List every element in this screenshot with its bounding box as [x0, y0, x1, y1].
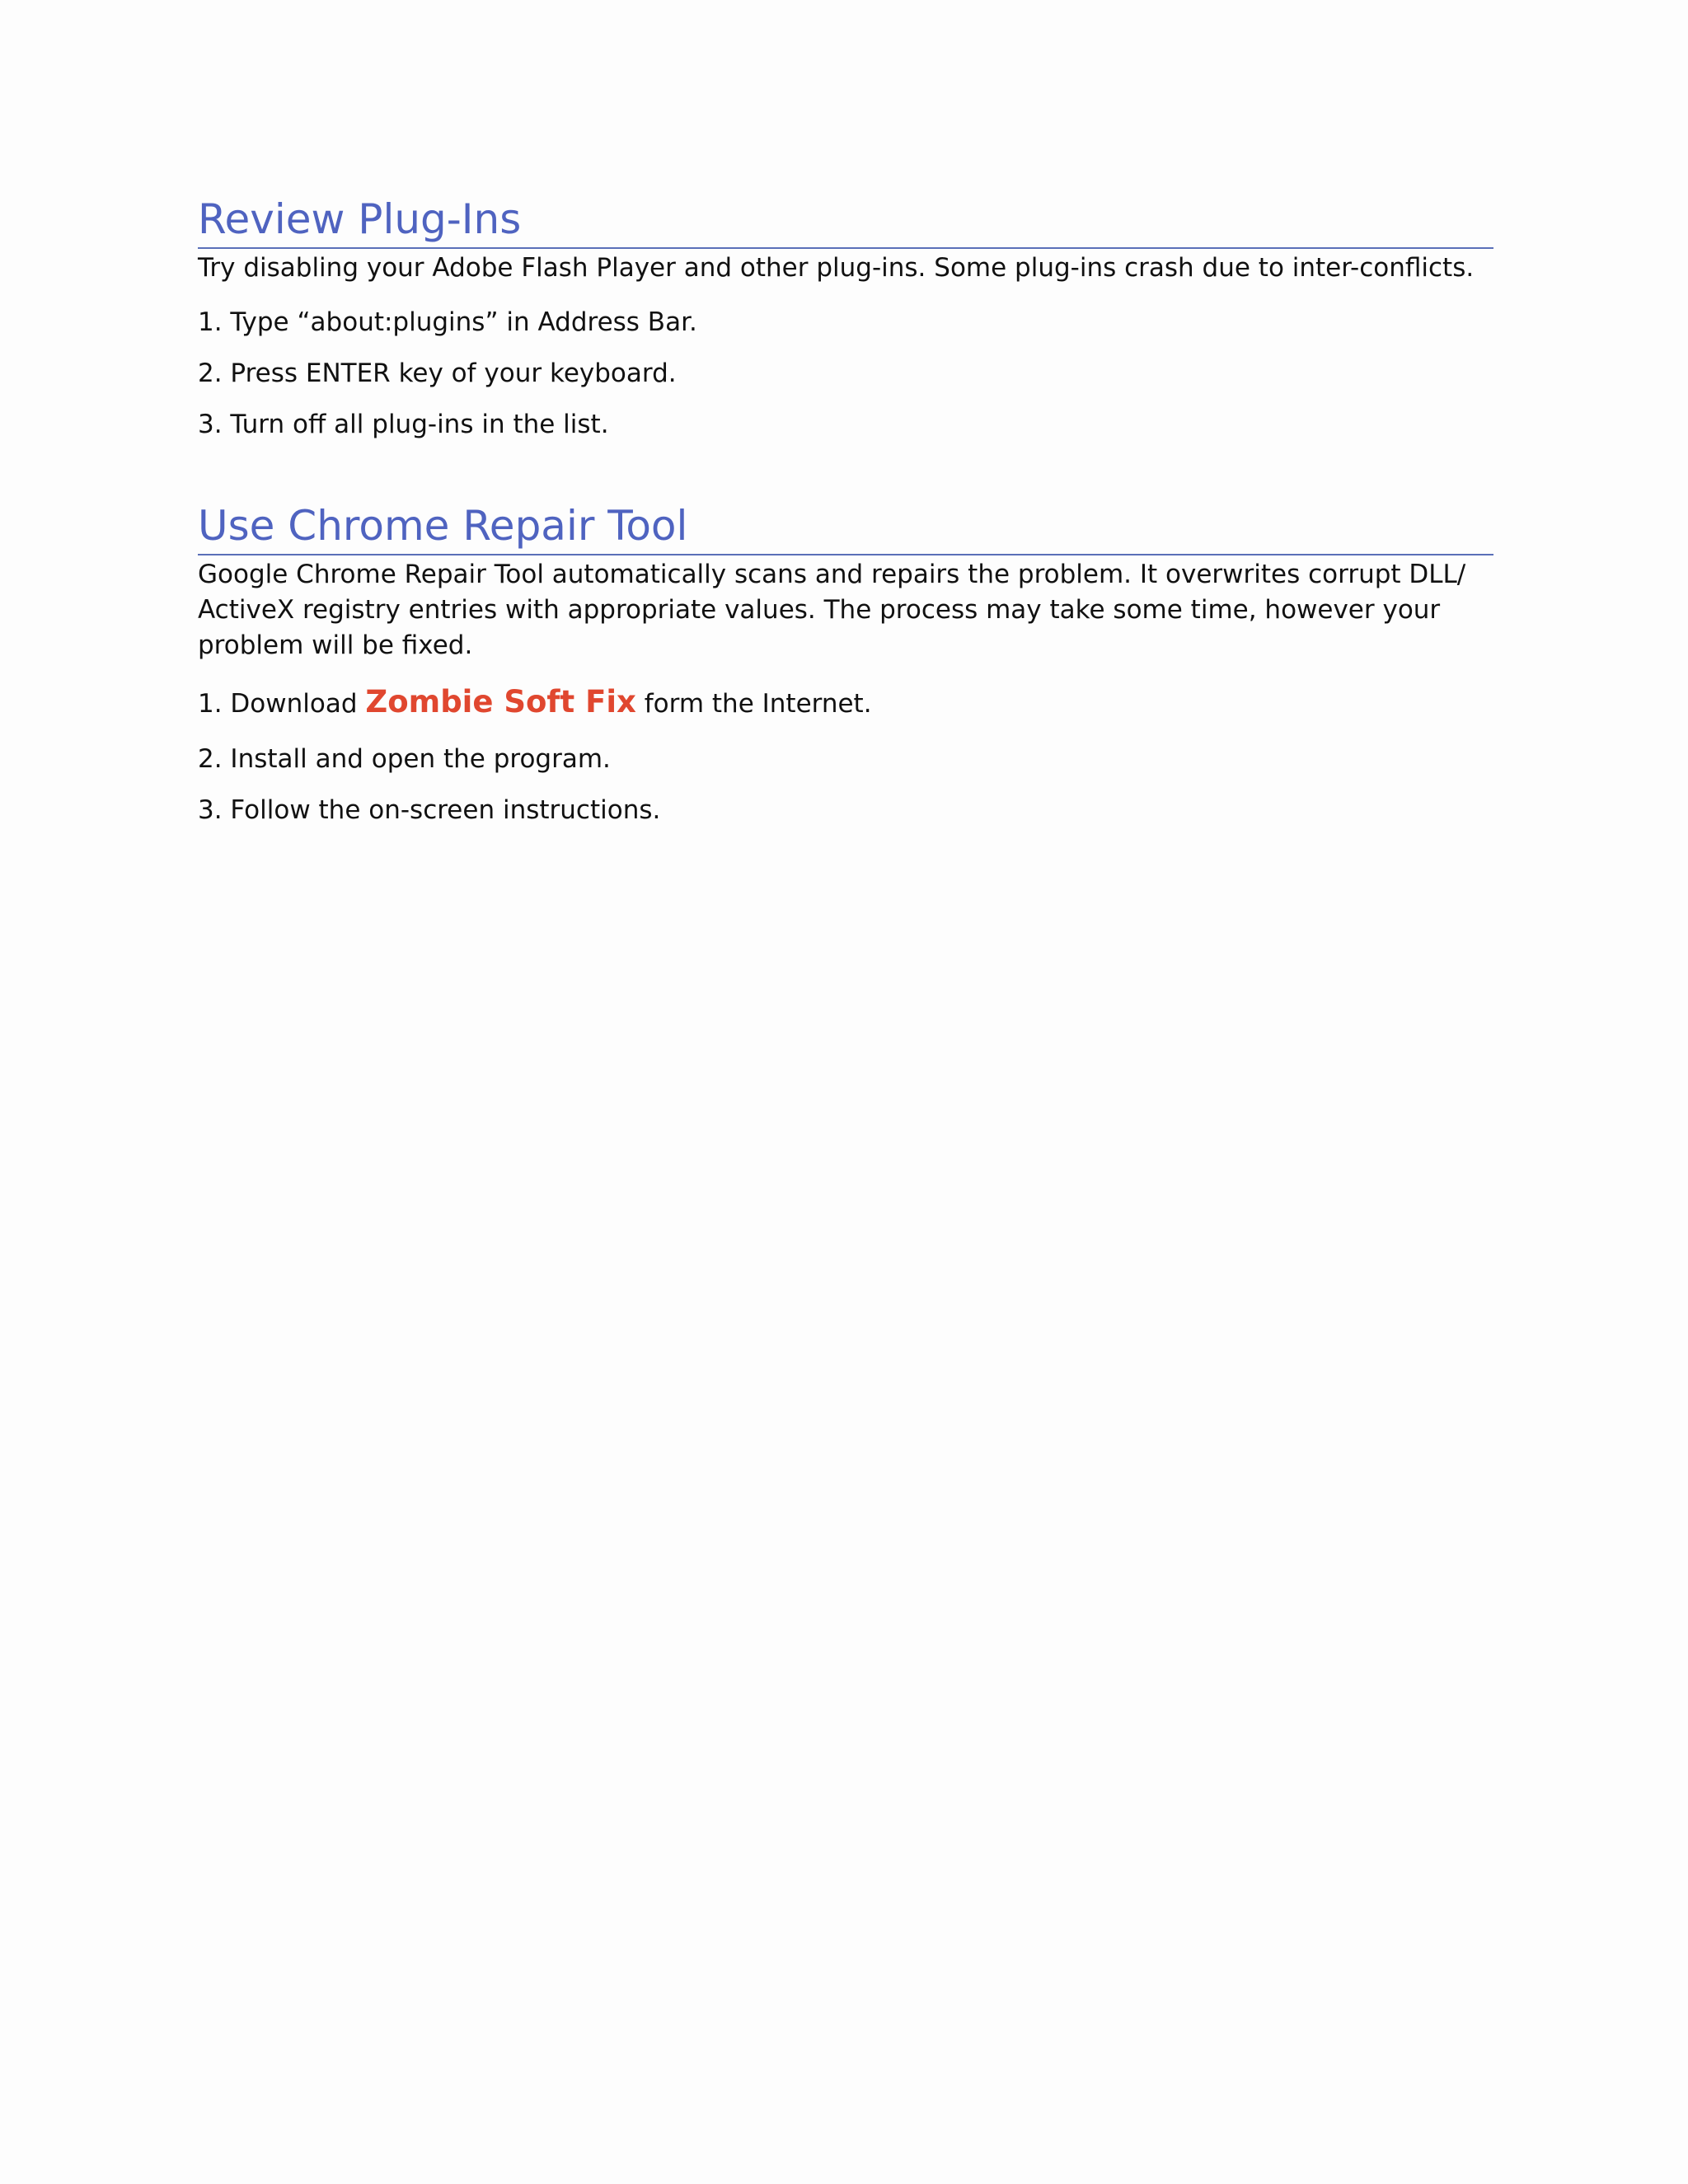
- section-intro: Try disabling your Adobe Flash Player and other plug-ins. Some plug-ins crash due to inter-conflicts.: [198, 253, 1475, 283]
- section-heading: Review Plug-Ins: [198, 194, 1493, 249]
- list-item: 3. Turn off all plug-ins in the list.: [198, 410, 609, 439]
- download-link[interactable]: Zombie Soft Fix: [365, 684, 636, 719]
- document-page: [198, 0, 1493, 2184]
- step-suffix: form the Internet.: [635, 689, 872, 719]
- step-prefix: 1. Download: [198, 689, 366, 719]
- section-chrome-repair-tool: [198, 501, 1493, 825]
- list-item: [198, 684, 872, 722]
- section-heading: Use Chrome Repair Tool: [198, 501, 1493, 555]
- section-review-plugins: [198, 194, 1493, 439]
- section-intro: Google Chrome Repair Tool automatically scans and repairs the problem. It overwrites corrupt DLL/ ActiveX registry entries with appropriate values. The process may take some time, however your problem will be fixed.: [198, 560, 1466, 660]
- list-item: 1. Type “about:plugins” in Address Bar.: [198, 307, 697, 337]
- list-item: 2. Install and open the program.: [198, 744, 611, 774]
- list-item: 3. Follow the on-screen instructions.: [198, 795, 661, 825]
- list-item: 2. Press ENTER key of your keyboard.: [198, 359, 677, 388]
